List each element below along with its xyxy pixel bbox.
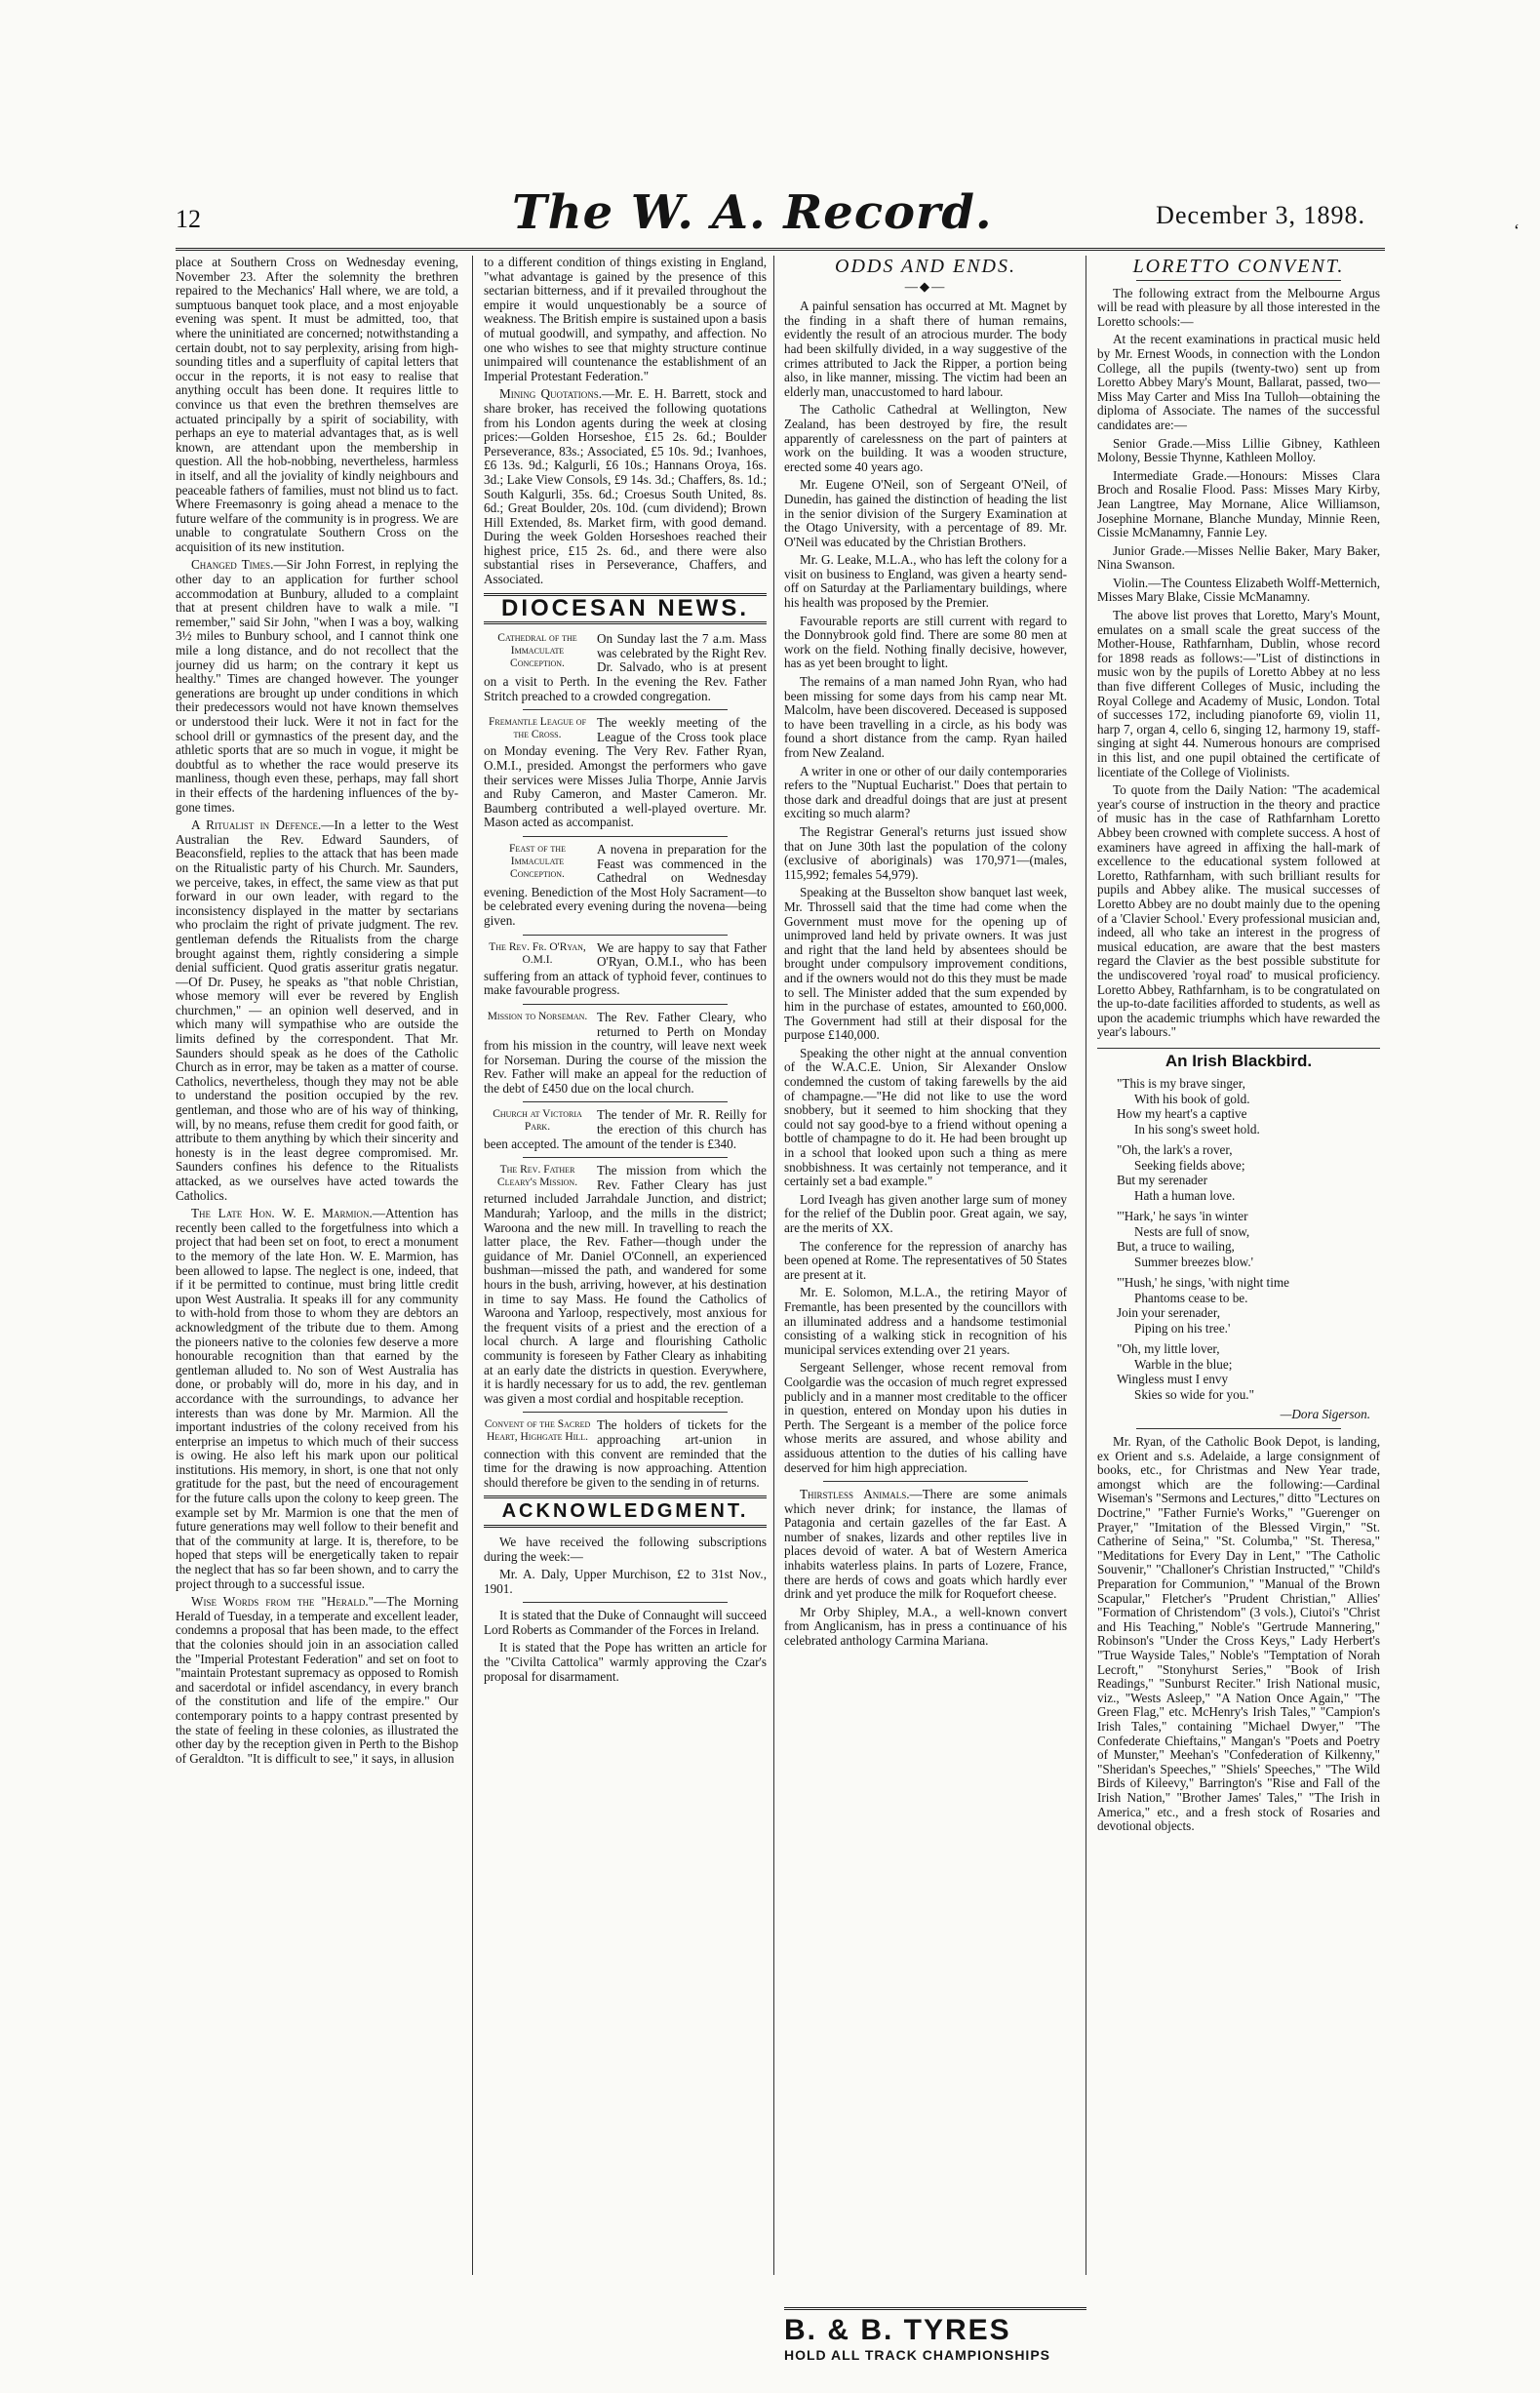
- section-heading-loretto: LORETTO CONVENT.: [1132, 256, 1345, 277]
- article-paragraph: Mr. G. Leake, M.L.A., who has left the colony for a visit on business to England, was given a hearty send-off on Saturday at the Parliamentary buildings, where his health was proposed by the Premier.: [784, 552, 1067, 611]
- poem-line: In his song's sweet hold.: [1134, 1121, 1260, 1137]
- section-heading-acknowledgment: ACKNOWLEDGMENT.: [484, 1496, 767, 1528]
- column-3: [784, 256, 1067, 2285]
- poem-line: "'Hush,' he sings, 'with night time: [1117, 1275, 1289, 1291]
- poem-title: An Irish Blackbird.: [1097, 1048, 1380, 1069]
- article-paragraph: It is stated that the Duke of Connaught will succeed Lord Roberts as Commander of the Forces in Ireland.: [484, 1608, 767, 1637]
- news-text: A novena in preparation for the Feast was commenced in the Cathedral on Wednesday evening. Benediction of the Most Holy Sacrament—to be celebrated every evening during the novena—being given.: [484, 841, 767, 928]
- newspaper-title: The W. A. Record.: [512, 185, 993, 240]
- article-text: —The Morning Herald of Tuesday, in a temperate and excellent leader, condemns a proposal that has been made, to the effect that the colonies should join in an association called the "Imperial Protestant Federation" and set on foot to "maintain Protestant supremacy as opposed to Romish and sacerdotal or infidel ascendancy, in every branch of the constitution and life of the empire." Our contemporary points to a happy contrast presented by the state of feeling in these colonies, as illustrated the other day by the reception given in Perth to the Bishop of Geraldton. "It is difficult to see," it says, in allusion: [176, 1594, 458, 1766]
- news-text: The holders of tickets for the approaching art-union in connection with this convent are reminded that the time for the drawing is now approaching. Attention should therefore be given to the sending in of returns.: [484, 1417, 767, 1490]
- article-paragraph: to a different condition of things existing in England, "what advantage is gained by the presence of this sectarian bitterness, and if it prevailed throughout the empire it would unquestionably be a source of weakness. The British empire is sustained upon a basis of mutual goodwill, and sympathy, and affection. No one who wishes to see that mighty structure continue unimpaired will countenance the establishment of an Imperial Protestant Federation.": [484, 256, 767, 383]
- news-item: [484, 632, 767, 703]
- news-item: [484, 1011, 767, 1097]
- news-text: On Sunday last the 7 a.m. Mass was celebrated by the Right Rev. Dr. Salvado, who is at present on a visit to Perth. In the evening the Rev. Father Stritch preached to a crowded congregation.: [484, 631, 767, 703]
- poem-line: Summer breezes blow.': [1134, 1254, 1254, 1269]
- article-paragraph: Senior Grade.—Miss Lillie Gibney, Kathleen Molony, Bessie Thynne, Kathleen Molloy.: [1097, 435, 1380, 465]
- poem-line: "This is my brave singer,: [1117, 1076, 1245, 1092]
- margin-mark: ‘: [1514, 220, 1520, 240]
- article-paragraph: Intermediate Grade.—Honours: Misses Clara Broch and Rosalie Flood. Pass: Misses Mary Kirby, Jean Langtree, May Mornane, Alice Williamson, Josephine Mornane, Blanche Munday, Minnie Reen, Cissie McManamny, Fannie Ley.: [1097, 467, 1380, 540]
- issue-date: December 3, 1898.: [1156, 201, 1365, 229]
- divider: [1136, 280, 1341, 281]
- article-paragraph: [176, 818, 458, 1203]
- news-item: [484, 1108, 767, 1151]
- article-paragraph: We have received the following subscriptions during the week:—: [484, 1534, 767, 1564]
- poem-line: With his book of gold.: [1134, 1091, 1250, 1106]
- article-heading: Changed Times.: [191, 557, 274, 573]
- news-text: The tender of Mr. R. Reilly for the erection of this church has been accepted. The amount of the tender is £340.: [484, 1107, 767, 1151]
- article-paragraph: Lord Iveagh has given another large sum of money for the relief of the Dublin poor. Great again, we say, are the merits of XX.: [784, 1191, 1067, 1235]
- article-paragraph: Sergeant Sellenger, whose recent removal from Coolgardie was the occasion of much regret expressed publicly and in a manner most creditable to the officer in question, entered on Monday upon his duties in Perth. The Sergeant is a member of the police force whose merits are assured, and whose ability and assiduous attention to the duties of his calling have deserved for him high appreciation.: [784, 1360, 1067, 1475]
- poem-line: Join your serenader,: [1117, 1305, 1221, 1321]
- divider: [523, 1602, 728, 1603]
- article-text: —Attention has recently been called to the forgetfulness into which a project that had been set on foot, to erect a monument to the memory of the late Hon. W. E. Marmion, has been allowed to lapse. The neglect is one, indeed, that if it be permitted to continue, must bring little credit upon West Australia. It speaks ill for any community to with-hold from those to whom they are debtors an acknowledgment of the tribute due to them. Among the pioneers native to the colonies few deserve a more honourable recognition than that earned by the gentleman alluded to. No son of West Australia has done, or probably will do, more in his day, and in accordance with the surroundings, to advance her interests than was done by Mr. Marmion. All the important industries of the colony received from his enterprise an impetus to which much of their success is owing. He also left his mark upon our political institutions. His memory, in short, is one that not only gratitude for the past, but the need of encouragement for the future calls upon the colony to keep green. The example set by Mr. Marmion is one that the men of future generations may well follow to their benefit and that of the community at large. It is, therefore, to be hoped that steps will be energetically taken to repair the neglect that has so far been shown, and to carry the project through to a successful issue.: [176, 1206, 458, 1591]
- article-paragraph: To quote from the Daily Nation: "The academical year's course of instruction in the theory and practice of music has in the case of Rathfarnham Loretto Abbey been crowned with complete success. A host of examiners have agreed in affixing the hall-mark of excellence to the educational system followed at Loretto, Rathfarnham, with such brilliant results for pupils and Abbey alike. The musical successes of Loretto Abbey are no doubt mainly due to the opening of a 'Clavier School.' Every professional musician and, indeed, all who take an interest in the progress of musical education, are aware that the best masters regard the Clavier as the best possible substitute for the undiscovered 'royal road' to musical proficiency. Loretto Abbey, Rathfarnham, is to be congratulated on the up-to-date facilities afforded to students, as well as upon the academic triumphs which have rewarded the year's labours.": [1097, 782, 1380, 1040]
- article-paragraph: At the recent examinations in practical music held by Mr. Ernest Woods, in connection with the London College, all the pupils (twenty-two) sent up from Loretto Abbey Mary's Mount, Ballarat, passed, two—Miss May Carter and Miss Ina Tulloh—obtaining the diploma of Associate. The names of the successful candidates are:—: [1097, 332, 1380, 432]
- article-paragraph: The above list proves that Loretto, Mary's Mount, emulates on a small scale the great success of the Mother-House, Rathfarnham, Dublin, whose record for 1898 reads as follows:—"List of distinctions in music won by the pupils of Loretto Abbey at no less than five different Colleges of Music, including the Royal College and Academy of Music, London. Total of successes 172, including pianoforte 69, violin 11, harp 7, organ 4, cello 6, singing 12, harmony 19, staff-singing at sight 44. Numerous honours are comprised in this list, and one pupil obtained the certificate of licentiate of the College of Violinists.: [1097, 608, 1380, 779]
- news-item: [484, 1164, 767, 1406]
- header-rule: [176, 248, 1385, 251]
- article-paragraph: It is stated that the Pope has written an article for the "Civilta Cattolica" warmly approving the Czar's proposal for disarmament.: [484, 1640, 767, 1684]
- article-paragraph: The conference for the repression of anarchy has been opened at Rome. The representatives of 50 States are present at it.: [784, 1238, 1067, 1282]
- ad-headline: B. & B. TYRES: [784, 2314, 1011, 2346]
- column-divider: [773, 256, 774, 2275]
- article-paragraph: A painful sensation has occurred at Mt. Magnet by the finding in a shaft there of human remains, evidently the result of an atrocious murder. The body had been skilfully divided, in a way suggestive of the crimes attributed to Jack the Ripper, a portion being also, in like manner, missing. The victim had been an elderly man, unaccustomed to hard labour.: [784, 299, 1067, 399]
- article-heading: A Ritualist in Defence.: [191, 818, 322, 833]
- poem-author: —Dora Sigerson.: [1280, 1407, 1370, 1422]
- article-paragraph: Mr. Eugene O'Neil, son of Sergeant O'Neil, of Dunedin, has gained the distinction of heading the list in the senior division of the Surgery Examination at the Otago University, with a percentage of 89. Mr. O'Neil was educated by the Christian Brothers.: [784, 477, 1067, 549]
- article-paragraph: Mr. E. Solomon, M.L.A., the retiring Mayor of Fremantle, has been presented by the councillors with an illuminated address and a handsome testimonial consisting of a walking stick in recognition of his municipal services extending over 21 years.: [784, 1285, 1067, 1357]
- article-paragraph: Mr Orby Shipley, M.A., a well-known convert from Anglicanism, has in press a continuance of his celebrated anthology Carmina Mariana.: [784, 1604, 1067, 1649]
- news-text: The mission from which the Rev. Father Cleary has just returned included Jarrahdale Junction, and district; Mandurah; Yarloop, and the mills in the district; Waroona and the new mill. In travelling to reach the latter place, the Rev. Father—though under the guidance of Mr. Daniel O'Connell, an experienced bushman—missed the path, and wandered for some hours in the bush, arriving, however, at his destination in time to say Mass. He found the Catholics of Waroona and Yarloop, respectively, most anxious for the frequent visits of a priest and the erection of a local church. A large and flourishing Catholic community is foreseen by Father Cleary as inhabiting at an early date the districts in question. Everywhere, it is hardly necessary for us to add, the rev. gentleman was given a most cordial and hospitable reception.: [484, 1163, 767, 1406]
- poem-line: Hath a human love.: [1134, 1187, 1236, 1203]
- article-heading: Mining Quotations.: [499, 386, 603, 402]
- poem-line: Warble in the blue;: [1134, 1356, 1233, 1372]
- article-text: —Mr. E. H. Barrett, stock and share broker, has received the following quotations from his London agents during the week at closing prices:—Golden Horseshoe, £15 2s. 6d.; Boulder Perseverance, 83s.; Associated, £5 10s. 9d.; Ivanhoes, £6 13s. 9d.; Kalgurli, £6 10s.; Hannans Oroya, 16s. 3d.; Lake View Consols, £9 14s. 3d.; Chaffers, 8s. 1d.; South Kalgurli, 35s. 6d.; Croesus South United, 8s. 6d.; Great Boulder, 20s. 10d. (cum dividend); Brown Hill Extended, 8s. Market firm, with good demand. During the week Golden Horseshoes reached their highest price, £15 2s. 6d., and there were also substantial rises in Perseverance, Chaffers, and Associated.: [484, 386, 767, 587]
- article-paragraph: [784, 1488, 1067, 1602]
- news-sidenote: Mission to Norseman.: [487, 1010, 588, 1022]
- news-item: [484, 716, 767, 830]
- poem-line: But my serenader: [1117, 1173, 1208, 1188]
- poem-line: "Oh, my little lover,: [1117, 1341, 1220, 1357]
- article-paragraph: Speaking the other night at the annual convention of the W.A.C.E. Union, Sir Alexander Onslow condemned the custom of taking farewells by the aid of champagne.—"He did not like to use the word snobbery, but it seemed to him shocking that they could not say good-bye to a friend without opening a bottle of champagne to do it. He had been brought up in a school that looked upon such a thing as mere snobbishness. It was certainly not temperance, and it certainly set a bad example.": [784, 1045, 1067, 1189]
- column-4: [1097, 256, 1380, 2285]
- article-paragraph: Mr. Ryan, of the Catholic Book Depot, is landing, ex Orient and s.s. Adelaide, a large consignment of books, etc., for Christmas and New Year trade, amongst which are the following:—Cardinal Wiseman's "Sermons and Lectures," ditto "Lectures on Doctrine," "Father Furnie's Works," "Guerenger on Prayer," "Imitation of the Blessed Virgin," "St. Catherine of Seina," "St. Columba," "St. Theresa," "Meditations for Every Day in Lent," "The Catholic Souvenir," "Challoner's Christian Instructed," "Child's Preparation for Communion," "Manual of the Brown Scapular," Fletcher's "Prudent Christian," Allies' "Formation of Christendom" (3 vols.), Ciutoi's "Christ and His Teaching," Noble's "Gertrude Mannering," Robinson's "Under the Cross Keys," Lady Herbert's "True Wayside Tales," Noble's "Temptation of Norah Lecroft," "Stonyhurst Series," "Book of Irish Readings," "Sunburst Reciter." Irish National music, viz., "Wests Asleep," "A Nation Once Again," "The Green Flag," etc. McHenry's Irish Tales," "Campion's Irish Tales," containing "Michael Dwyer," "The Confederate Chieftains," Mangan's "Poets and Poetry of Munster," Meehan's "Confederation of Kilkenny," "Sheridan's Speeches," "Shiels' Speeches," "The Wild Birds of Kileevy," Barrington's "Rise and Fall of the Irish Nation," "Brother James' Tales," "The Irish in America," etc., and a fresh stock of Rosaries and devotional objects.: [1097, 1434, 1380, 1834]
- news-sidenote: The Rev. Fr. O'Ryan, O.M.I.: [489, 940, 586, 966]
- article-paragraph: The remains of a man named John Ryan, who had been missing for some days from his camp near Mt. Malcolm, have been discovered. Deceased is supposed to have been travelling in a circle, as his body was found a short distance from the camp. Ryan hailed from New Zealand.: [784, 674, 1067, 760]
- news-sidenote: Cathedral of the Immaculate Conception.: [497, 632, 577, 670]
- poem-line: But, a truce to wailing,: [1117, 1239, 1235, 1255]
- article-paragraph: The Catholic Cathedral at Wellington, New Zealand, has been destroyed by fire, the result apparently of carelessness on the part of painters at work on the building. It was a wooden structure, erected some 40 years ago.: [784, 402, 1067, 474]
- divider: [523, 1101, 728, 1102]
- article-paragraph: The following extract from the Melbourne Argus will be read with pleasure by all those interested in the Loretto schools:—: [1097, 285, 1380, 329]
- masthead: [176, 185, 1385, 240]
- article-text: —There are some animals which never drink; for instance, the llamas of Patagonia and certain gazelles of the far East. A number of snakes, lizards and other reptiles live in places devoid of water. A bat of Western America inhabits waterless plains. In parts of Lozere, France, there are herds of cows and goats which hardly ever drink and yet produce the milk for Roquefort cheese.: [784, 1487, 1067, 1602]
- article-paragraph: [176, 1595, 458, 1766]
- news-text: The Rev. Father Cleary, who returned to Perth on Monday from his mission in the country, will leave next week for Norseman. During the course of the mission the Rev. Father will make an appeal for the reduction of the debt of £450 due on the local church.: [484, 1009, 767, 1096]
- divider: [823, 1481, 1028, 1482]
- news-sidenote: Convent of the Sacred Heart, Highgate Hill.: [484, 1418, 591, 1444]
- page-number: 12: [176, 205, 201, 233]
- ad-rule: [784, 2307, 1086, 2310]
- news-sidenote: The Rev. Father Cleary's Mission.: [496, 1164, 578, 1189]
- news-item: [484, 1418, 767, 1490]
- news-sidenote: Church at Victoria Park.: [493, 1108, 582, 1134]
- advertisement: [784, 2307, 1086, 2363]
- article-text: —Sir John Forrest, in replying the other day to an application for further school accommodation at Bunbury, alluded to a complaint that at present children have to walk a mile. "I remember," said Sir John, "when I was a boy, walking 3½ miles to Bunbury school, and I cannot think one mile a long distance, and do not recollect that the journey did us harm; on the contrary it kept us healthy." Times are changed however. The younger generations are brought up under conditions in which their predecessors would not have known themselves or understood their luck. Were it not in fact for the school drill or gymnastics of the present day, and the athletic sports that are so much in vogue, it might be doubtful as to whether the race would preserve its manliness, though even these, perhaps, may fall short in their effects of the hardening influences of the by-gone times.: [176, 557, 458, 815]
- article-paragraph: Violin.—The Countess Elizabeth Wolff-Metternich, Misses Mary Blake, Cissie McManamny.: [1097, 575, 1380, 605]
- article-paragraph: The Registrar General's returns just issued show that on June 30th last the population of the colony (exclusive of aboriginals) was 170,971—(males, 115,992; females 54,979).: [784, 823, 1067, 882]
- article-paragraph: Favourable reports are still current with regard to the Donnybrook gold find. There are some 80 men at work on the field. Nothing finally decisive, however, has as yet been brought to light.: [784, 613, 1067, 671]
- article-heading: The Late Hon. W. E. Marmion.: [191, 1206, 373, 1221]
- news-item: [484, 843, 767, 929]
- poem-line: Skies so wide for you.": [1134, 1386, 1254, 1402]
- column-2: [484, 256, 767, 2285]
- column-1: [176, 256, 458, 2285]
- article-paragraph: place at Southern Cross on Wednesday evening, November 23. After the solemnity the brethren repaired to the Mechanics' Hall where, we are told, a sumptuous banquet took place, and a most enjoyable evening was spent. It must be admitted, too, that where the uninitiated are concerned; notwithstanding a certain doubt, not to say perplexity, arising from high-sounding titles and a superfluity of capital letters that occur in the reports, it is not easy to realise that anything occult has been done. It requires little to convince us that even the brethren themselves are actuated principally by a spirit of sociability, with perhaps an eye to material advantages that, as is well known, are attendant upon the membership in question. All the hob-nobbing, nevertheless, harmless in itself, and all the joviality of kindly neighbours and peaceable fathers of families, must not blind us to fact. Where Freemasonry is going ahead a menace to the future welfare of the community is in progress. We are unable to congratulate Southern Cross on the acquisition of its new institution.: [176, 256, 458, 554]
- section-heading-diocesan: DIOCESAN NEWS.: [484, 593, 767, 625]
- poem-line: Wingless must I envy: [1117, 1372, 1229, 1387]
- ad-tagline: HOLD ALL TRACK CHAMPIONSHIPS: [784, 2347, 1050, 2363]
- news-sidenote: Feast of the Immaculate Conception.: [509, 842, 566, 880]
- divider: [523, 709, 728, 710]
- article-paragraph: Junior Grade.—Misses Nellie Baker, Mary Baker, Nina Swanson.: [1097, 542, 1380, 573]
- article-paragraph: [484, 387, 767, 586]
- article-paragraph: [176, 558, 458, 815]
- poem-line: Phantoms cease to be.: [1134, 1290, 1248, 1305]
- news-item: [484, 941, 767, 998]
- divider: [523, 935, 728, 936]
- poem-line: Piping on his tree.': [1134, 1320, 1231, 1336]
- divider: [1136, 1428, 1341, 1429]
- divider: [523, 1412, 728, 1413]
- article-paragraph: A writer in one or other of our daily contemporaries refers to the "Nuptual Eucharist." Does that pertain to those dark and dreadful doings that are just at present exciting so much alarm?: [784, 763, 1067, 821]
- divider: [523, 1004, 728, 1005]
- section-heading-odds-and-ends: ODDS AND ENDS.: [835, 256, 1016, 277]
- article-paragraph: Speaking at the Busselton show banquet last week, Mr. Throssell said that the time had come when the Government must move for the opening up of unimproved land held by private owners. It was just and right that the land held by absentees should be brought under compulsory improvement conditions, and if the owners would not do this they must be made to sell. The Minister added that the sum expended by him in the purchase of estates, amounted to £60,000. The Government had still at their disposal for the purpose £140,000.: [784, 885, 1067, 1043]
- poem-line: How my heart's a captive: [1117, 1106, 1247, 1122]
- poem-line: Nests are full of snow,: [1134, 1223, 1250, 1239]
- poem-line: Seeking fields above;: [1134, 1157, 1245, 1173]
- poem: [1117, 1076, 1380, 1402]
- poem-line: "'Hark,' he says 'in winter: [1117, 1209, 1248, 1224]
- column-divider: [472, 256, 473, 2275]
- divider: [523, 836, 728, 837]
- divider: [523, 1157, 728, 1158]
- article-paragraph: Mr. A. Daly, Upper Murchison, £2 to 31st Nov., 1901.: [484, 1567, 767, 1596]
- poem-line: "Oh, the lark's a rover,: [1117, 1142, 1233, 1158]
- news-text: The weekly meeting of the League of the Cross took place on Monday evening. The Very Rev. Father Ryan, O.M.I., presided. Amongst the performers who gave their services were Misses Julia Thorpe, Annie Jarvis and Ruby Cameron, and Master Cameron. Mr. Baumberg contributed a well-played overture. Mr. Mason acted as accompanist.: [484, 715, 767, 830]
- article-heading: Thirstless Animals.: [800, 1487, 910, 1502]
- ornament: —◆—: [904, 278, 947, 294]
- article-heading: Wise Words from the "Herald.": [191, 1594, 375, 1610]
- news-text: We are happy to say that Father O'Ryan, O.M.I., who has been suffering from an attack of typhoid fever, continues to make favourable progress.: [484, 939, 767, 998]
- news-sidenote: Fremantle League of the Cross.: [488, 716, 587, 741]
- article-text: —In a letter to the West Australian the Rev. Edward Saunders, of Beaconsfield, replies to the attack that has been made on the Ritualistic party of his Church. Mr. Saunders, we perceive, takes, in effect, the same view as that put forward in our own leader, with regard to the inconsistency displayed in the matter by sectarians who proclaim the right of private judgment. The rev. gentleman defends the Ritualists from the charge brought against them, rightly considering a simple denial sufficient. Quod gratis asseritur gratis negatur.—Of Dr. Pusey, he speaks as "that noble Christian, whose memory will ever be revered by English churchmen," — an opinion well deserved, and in which many will sympathise who are outside the limits defined by the correspondent. That Mr. Saunders should speak as he does of the Catholic Church as in error, may be taken as a matter of course. Catholics, nevertheless, though they may not be able to understand the position occupied by the rev. gentleman, and those who are of his way of thinking, will, by no means, refuse them credit for good faith, or attribute to them anything by which their sincerity and honesty is in the least degree compromised. Mr. Saunders confines his defence to the Ritualists attacked, as we ourselves have acted towards the Catholics.: [176, 818, 458, 1203]
- article-paragraph: [176, 1207, 458, 1591]
